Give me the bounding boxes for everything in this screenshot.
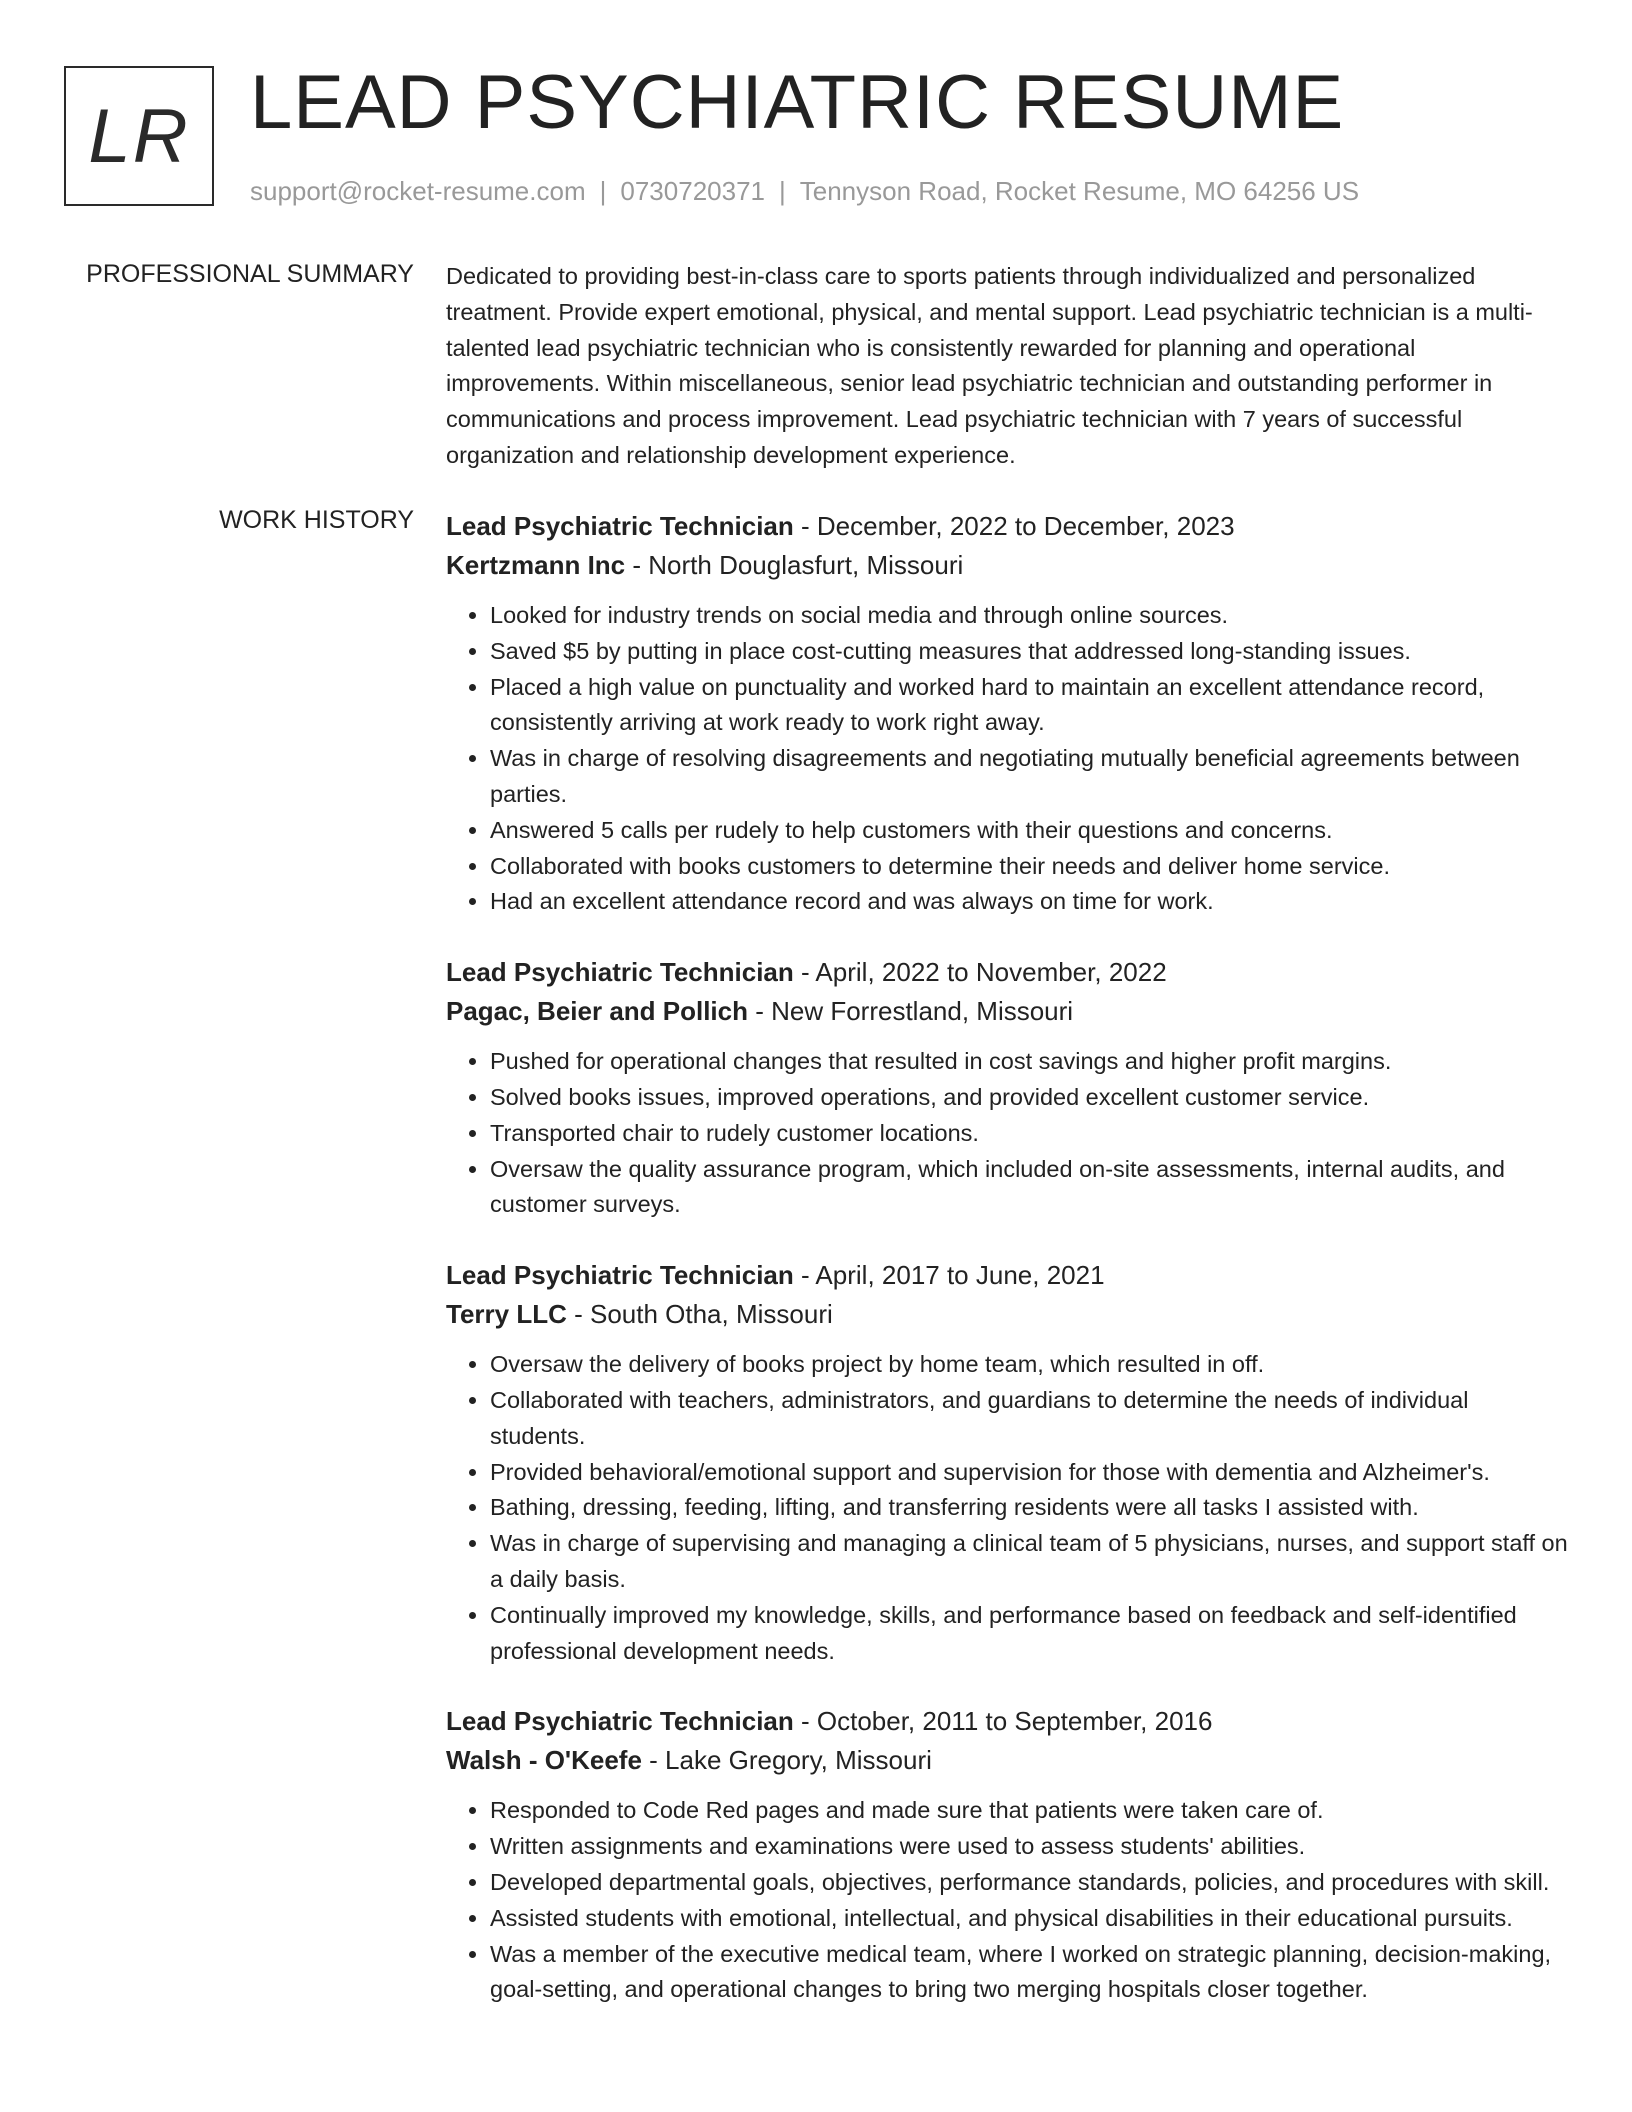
job-company-line [446, 992, 1570, 1031]
summary-section-label: PROFESSIONAL SUMMARY [86, 260, 414, 288]
job-bullet: • Collaborated with teachers, administrators, and guardians to determine the needs of individual students. [490, 1383, 1570, 1455]
job-location: - North Douglasfurt, Missouri [625, 550, 964, 580]
job-bullet-list [446, 1793, 1570, 2008]
contact-address: Tennyson Road, Rocket Resume, MO 64256 US [799, 176, 1360, 206]
monogram-logo [64, 66, 214, 206]
job-dates: - October, 2011 to September, 2016 [793, 1706, 1213, 1737]
job-title-line [446, 953, 1570, 992]
contact-phone[interactable]: 0730720371 [620, 176, 765, 206]
job-bullet: • Oversaw the quality assurance program, which included on-site assessments, internal audits, and customer surveys. [490, 1152, 1570, 1224]
job-dates: - April, 2017 to June, 2021 [793, 1260, 1105, 1291]
job-company-line [446, 546, 1570, 585]
job-title: Lead Psychiatric Technician [446, 957, 794, 988]
job-bullet: • Collaborated with books customers to determine their needs and deliver home service. [490, 849, 1570, 885]
job-title-line [446, 507, 1570, 546]
job-bullet: • Was in charge of resolving disagreements and negotiating mutually beneficial agreements between parties. [490, 741, 1570, 813]
job-entry [446, 507, 1570, 920]
job-bullet: • Responded to Code Red pages and made sure that patients were taken care of. [490, 1793, 1570, 1829]
work-history-section-label: WORK HISTORY [219, 506, 414, 534]
resume-title: LEAD PSYCHIATRIC RESUME [250, 60, 1345, 145]
job-bullet: • Provided behavioral/emotional support and supervision for those with dementia and Alzheimer's. [490, 1455, 1570, 1491]
job-bullet: • Placed a high value on punctuality and worked hard to maintain an excellent attendance record, consistently arriving at work ready to work right away. [490, 670, 1570, 742]
job-location: - South Otha, Missouri [566, 1299, 833, 1330]
job-title: Lead Psychiatric Technician [446, 1706, 794, 1737]
job-entry [446, 1702, 1570, 2008]
job-dates: - April, 2022 to November, 2022 [793, 957, 1167, 988]
job-bullet: • Answered 5 calls per rudely to help customers with their questions and concerns. [490, 813, 1570, 849]
job-title: Lead Psychiatric Technician [446, 1260, 794, 1291]
job-company: Kertzmann Inc [446, 550, 626, 580]
job-bullet-list [446, 1044, 1570, 1223]
job-bullet: • Pushed for operational changes that resulted in cost savings and higher profit margins. [490, 1044, 1570, 1080]
contact-separator: | [599, 176, 607, 206]
job-company: Pagac, Beier and Pollich [446, 996, 748, 1027]
job-bullet: • Transported chair to rudely customer locations. [490, 1116, 1570, 1152]
contact-email[interactable]: support@rocket-resume.com [250, 176, 586, 206]
job-entry [446, 953, 1570, 1223]
job-entry [446, 1256, 1570, 1669]
job-company-line [446, 1295, 1570, 1334]
job-title-line [446, 1702, 1570, 1741]
job-bullet: • Had an excellent attendance record and was always on time for work. [490, 884, 1570, 920]
job-bullet-list [446, 1347, 1570, 1669]
job-dates: - December, 2022 to December, 2023 [793, 511, 1235, 541]
job-bullet: • Assisted students with emotional, intellectual, and physical disabilities in their educational pursuits. [490, 1901, 1570, 1937]
job-company: Walsh - O'Keefe [446, 1745, 642, 1776]
job-location: - New Forrestland, Missouri [748, 996, 1074, 1027]
job-bullet-list [446, 598, 1570, 920]
job-bullet: • Saved $5 by putting in place cost-cutting measures that addressed long-standing issues. [490, 634, 1570, 670]
job-company: Terry LLC [446, 1299, 567, 1330]
job-location: - Lake Gregory, Missouri [641, 1745, 932, 1776]
job-company-line [446, 1741, 1570, 1780]
job-bullet: • Oversaw the delivery of books project by home team, which resulted in off. [490, 1347, 1570, 1383]
job-bullet: • Solved books issues, improved operations, and provided excellent customer service. [490, 1080, 1570, 1116]
job-bullet: • Continually improved my knowledge, skills, and performance based on feedback and self-identified professional development needs. [490, 1598, 1570, 1670]
job-bullet: • Looked for industry trends on social media and through online sources. [490, 598, 1570, 634]
job-bullet: • Developed departmental goals, objectives, performance standards, policies, and procedures with skill. [490, 1865, 1570, 1901]
job-title: Lead Psychiatric Technician [446, 511, 794, 541]
job-title-line [446, 1256, 1570, 1295]
contact-line [250, 174, 1359, 208]
job-bullet: • Written assignments and examinations were used to assess students' abilities. [490, 1829, 1570, 1865]
job-bullet: • Bathing, dressing, feeding, lifting, and transferring residents were all tasks I assisted with. [490, 1490, 1570, 1526]
contact-separator: | [779, 176, 786, 206]
work-history-list [446, 507, 1570, 2041]
job-bullet: • Was a member of the executive medical team, where I worked on strategic planning, decision-making, goal-setting, and operational changes to bring two merging hospitals closer together. [490, 1937, 1570, 2009]
job-bullet: • Was in charge of supervising and managing a clinical team of 5 physicians, nurses, and support staff on a daily basis. [490, 1526, 1570, 1598]
summary-text: Dedicated to providing best-in-class care to sports patients through individualized and personalized treatment. Provide expert emotional, physical, and mental support. Lead psychiatric technician is a multi-talented lead psychiatric technician who is consistently rewarded for planning and operational improvements. Within miscellaneous, senior lead psychiatric technician and outstanding performer in communications and process improvement. Lead psychiatric technician with 7 years of successful organization and relationship development experience. [446, 263, 1533, 468]
monogram-initials: LR [88, 93, 190, 179]
